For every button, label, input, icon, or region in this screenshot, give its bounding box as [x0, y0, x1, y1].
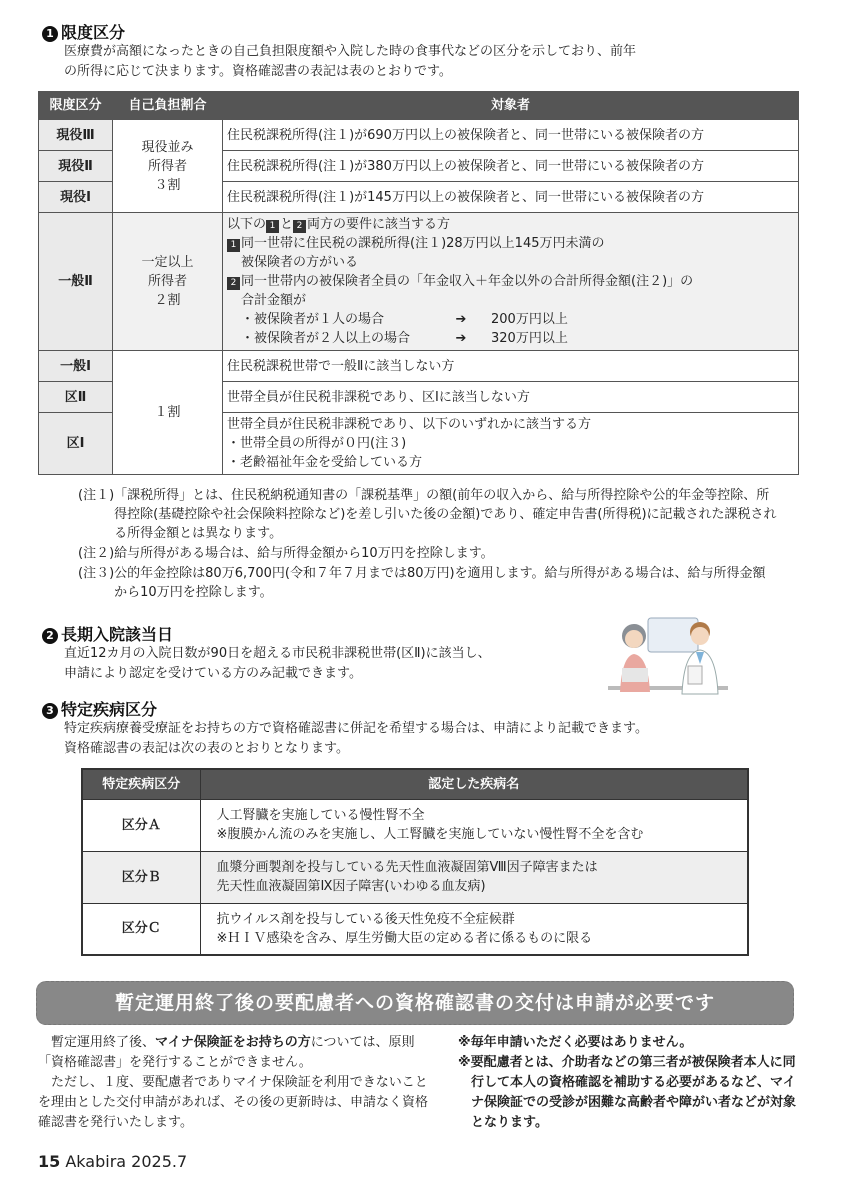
ippan2-line1-b: と — [280, 217, 294, 232]
notes — [78, 486, 778, 603]
bottom-right-column — [458, 1033, 798, 1133]
disease-table-header — [82, 769, 748, 799]
section2-title-text: 長期入院該当日 — [61, 625, 174, 644]
arrow-right-icon: ➔ — [455, 312, 467, 327]
ippan2-item1-a: 同一世帯に住民税の課税所得(注１)28万円以上145万円未満の — [241, 236, 605, 251]
ippan2-sub1-label: ・被保険者が１人の場合 — [241, 312, 385, 327]
section3-text-line2: 資格確認書の表記は次の表のとおりとなります。 — [64, 741, 349, 756]
ippan2-item1-b: 被保険者の方がいる — [241, 255, 359, 270]
disease-name-b — [200, 851, 748, 903]
disease-name-a — [200, 799, 748, 851]
note-1 — [78, 486, 778, 543]
disease-name-c — [200, 903, 748, 955]
desc-ku2: 世帯全員が住民税非課税であり、区Ⅰに該当しない方 — [223, 382, 799, 413]
section2-title — [42, 622, 173, 645]
note-3-label: (注３) — [78, 566, 115, 581]
desc-genyaku2: 住民税課税所得(注１)が380万円以上の被保険者と、同一世帯にいる被保険者の方 — [223, 151, 799, 182]
square-number-2: 2 — [227, 277, 240, 290]
ku1-line2: ・世帯全員の所得が０円(注３) — [227, 436, 407, 451]
ippan2-sub1 — [227, 310, 794, 329]
ippan2-line1-a: 以下の — [227, 217, 267, 232]
desc-ippan2 — [223, 213, 799, 351]
note-2-text: 給与所得がある場合は、給与所得金額から10万円を控除します。 — [114, 546, 494, 561]
table-row — [39, 120, 799, 151]
square-number-1: 1 — [227, 239, 240, 252]
ratio-genyaku-line2: 所得者 — [147, 158, 187, 174]
limit-table-header — [39, 92, 799, 120]
section2-text-line2: 申請により認定を受けている方のみ記載できます。 — [64, 666, 362, 681]
ippan2-item2-b: 合計金額が — [241, 293, 307, 308]
disease-b-line1: 血漿分画製剤を投与している先天性血液凝固第Ⅷ因子障害または — [216, 860, 598, 875]
bottom-left-p1-c: については、原則「資格確認書」を発行することができません。 — [38, 1035, 415, 1070]
ku1-line1: 世帯全員が住民税非課税であり、以下のいずれかに該当する方 — [227, 417, 592, 432]
ratio-genyaku-line1: 現役並み — [141, 139, 194, 155]
section1-number: 1 — [42, 26, 58, 42]
table-row — [82, 799, 748, 851]
table-row — [82, 903, 748, 955]
note-3 — [78, 564, 778, 602]
section1-intro — [64, 42, 636, 82]
arrow-right-icon: ➔ — [455, 331, 467, 346]
table-row — [39, 351, 799, 382]
header-disease-category: 特定疾病区分 — [82, 769, 200, 799]
section3-number: 3 — [42, 703, 58, 719]
disease-b-line2: 先天性血液凝固第Ⅸ因子障害(いわゆる血友病) — [216, 879, 486, 894]
cat-ippan2: 一般Ⅱ — [39, 213, 113, 351]
ippan2-line1 — [227, 215, 794, 234]
section2-number: 2 — [42, 628, 58, 644]
disease-cat-c: 区分Ｃ — [82, 903, 200, 955]
notice-banner: 暫定運用終了後の要配慮者への資格確認書の交付は申請が必要です — [36, 981, 794, 1025]
desc-ippan1: 住民税課税世帯で一般Ⅱに該当しない方 — [223, 351, 799, 382]
table-row — [82, 851, 748, 903]
header-category: 限度区分 — [39, 92, 113, 120]
doctor-and-patient-illustration — [608, 608, 728, 704]
ku1-line3: ・老齢福祉年金を受給している方 — [227, 455, 423, 470]
bottom-left-p1-bold: マイナ保険証をお持ちの方 — [155, 1035, 311, 1050]
desc-genyaku3: 住民税課税所得(注１)が690万円以上の被保険者と、同一世帯にいる被保険者の方 — [223, 120, 799, 151]
section1-title-text: 限度区分 — [61, 23, 126, 42]
ippan2-line1-c: 両方の要件に該当する方 — [307, 217, 451, 232]
bottom-left-p2: ただし、１度、要配慮者でありマイナ保険証を利用できないことを理由とした交付申請があれば、その後の更新時は、申請なく資格確認書を発行いたします。 — [38, 1075, 429, 1130]
page-number: 15 — [38, 1152, 61, 1171]
cat-genyaku1: 現役Ⅰ — [39, 182, 113, 213]
section3-text-line1: 特定疾病療養受療証をお持ちの方で資格確認書に併記を希望する場合は、申請により記載できます。 — [64, 721, 648, 736]
square-number-1: 1 — [266, 220, 279, 233]
section1-title — [42, 20, 125, 43]
section1-intro-line1: 医療費が高額になったときの自己負担限度額や入院した時の食事代などの区分を示しており、前年 — [64, 44, 637, 59]
section2-text-line1: 直近12カ月の入院日数が90日を超える市民税非課税世帯(区Ⅱ)に該当し、 — [64, 646, 491, 661]
section3-title-text: 特定疾病区分 — [61, 700, 158, 719]
header-target: 対象者 — [223, 92, 799, 120]
ippan2-sub2-value: 320万円以上 — [491, 331, 568, 346]
publication-name: Akabira 2025.7 — [65, 1152, 188, 1171]
section2-text — [64, 644, 491, 684]
ratio-genyaku-line3: ３割 — [154, 177, 181, 193]
specific-disease-table — [81, 768, 749, 956]
ippan2-item2 — [227, 272, 794, 291]
desc-ku1 — [223, 413, 799, 475]
bottom-left-column — [38, 1033, 430, 1133]
bottom-right-2: ※要配慮者とは、介助者などの第三者が被保険者本人に同行して本人の資格確認を補助する必要があるなど、マイナ保険証での受診が困難な高齢者や障がい者などが対象となります。 — [458, 1055, 797, 1130]
disease-a-line2: ※腹膜かん流のみを実施し、人工腎臓を実施していない慢性腎不全を含む — [216, 827, 644, 842]
ratio-genyaku — [113, 120, 223, 213]
bottom-left-p1-a: 暫定運用終了後、 — [51, 1035, 156, 1050]
section3-text — [64, 719, 648, 759]
bottom-right-1: ※毎年申請いただく必要はありません。 — [458, 1035, 693, 1050]
bottom-left-p1 — [38, 1033, 430, 1073]
header-disease-name: 認定した疾病名 — [200, 769, 748, 799]
ratio-ippan2-line2: 所得者 — [147, 274, 187, 289]
ippan2-item1 — [227, 234, 794, 253]
disease-c-line1: 抗ウイルス剤を投与している後天性免疫不全症候群 — [216, 911, 515, 927]
ratio-1wari: １割 — [113, 351, 223, 475]
ippan2-sub2 — [227, 329, 794, 348]
ratio-ippan2-line3: ２割 — [154, 293, 181, 308]
desc-genyaku1: 住民税課税所得(注１)が145万円以上の被保険者と、同一世帯にいる被保険者の方 — [223, 182, 799, 213]
note-1-text: 「課税所得」とは、住民税納税通知書の「課税基準」の額(前年の収入から、給与所得控除や公的年金等控除、所得控除(基礎控除や社会保険料控除など)を差し引いた後の金額)であり、確定申告書(所得税)に記載された課税される所得金額とは異なります。 — [114, 488, 777, 541]
ippan2-item2-a: 同一世帯内の被保険者全員の「年金収入＋年金以外の合計所得金額(注２)」の — [241, 274, 694, 289]
cat-ku2: 区Ⅱ — [39, 382, 113, 413]
cat-ippan1: 一般Ⅰ — [39, 351, 113, 382]
page-footer — [38, 1152, 187, 1171]
ippan2-sub2-label: ・被保険者が２人以上の場合 — [241, 331, 411, 346]
note-3-text: 公的年金控除は80万6,700円(令和７年７月までは80万円)を適用します。給与所得がある場合は、給与所得金額から10万円を控除します。 — [114, 566, 766, 600]
table-row — [39, 213, 799, 351]
section3-title — [42, 697, 157, 720]
ratio-ippan2-line1: 一定以上 — [141, 255, 194, 270]
ratio-ippan2 — [113, 213, 223, 351]
note-1-label: (注１) — [78, 488, 115, 503]
cat-ku1: 区Ⅰ — [39, 413, 113, 475]
cat-genyaku2: 現役Ⅱ — [39, 151, 113, 182]
header-ratio: 自己負担割合 — [113, 92, 223, 120]
section1-intro-line2: の所得に応じて決まります。資格確認書の表記は表のとおりです。 — [64, 64, 452, 79]
limit-category-table — [38, 91, 799, 475]
note-2-label: (注２) — [78, 546, 115, 561]
disease-c-line2: ※ＨＩＶ感染を含み、厚生労働大臣の定める者に係るものに限る — [216, 930, 593, 946]
ippan2-sub1-value: 200万円以上 — [491, 312, 568, 327]
note-2 — [78, 544, 778, 563]
cat-genyaku3: 現役Ⅲ — [39, 120, 113, 151]
square-number-2: 2 — [293, 220, 306, 233]
disease-cat-a: 区分Ａ — [82, 799, 200, 851]
disease-cat-b: 区分Ｂ — [82, 851, 200, 903]
disease-a-line1: 人工腎臓を実施している慢性腎不全 — [216, 808, 425, 823]
